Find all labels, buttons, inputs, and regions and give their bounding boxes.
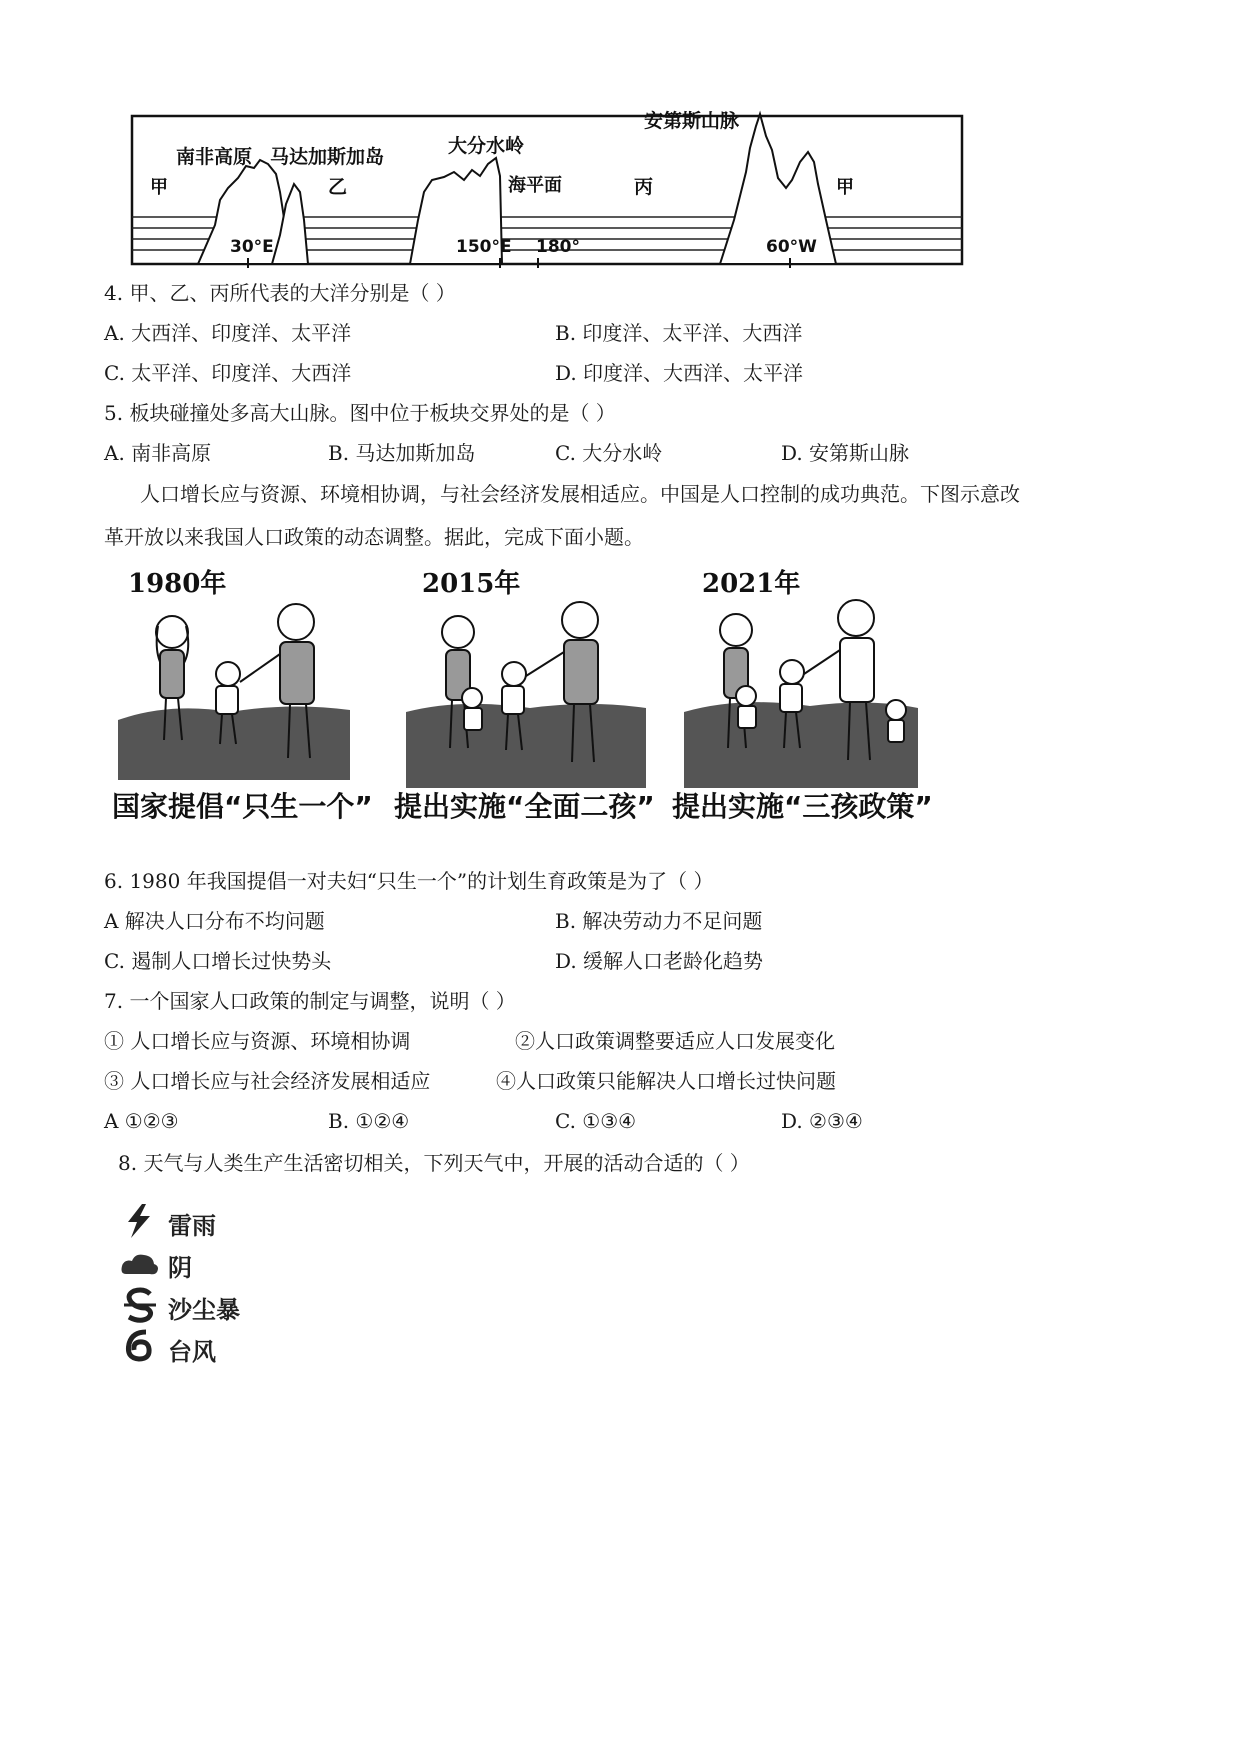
panel-year-2015: 2015年 bbox=[422, 569, 521, 599]
panel-year-1980: 1980年 bbox=[128, 569, 227, 599]
q6-option-c: C. 遏制人口增长过快势头 bbox=[104, 949, 332, 973]
weather-legend bbox=[120, 1200, 320, 1368]
q4-option-d: D. 印度洋、大西洋、太平洋 bbox=[555, 361, 804, 385]
label-ocean-jia-left: 甲 bbox=[150, 177, 168, 198]
q7-option-a: A ①②③ bbox=[104, 1109, 179, 1133]
intro-line-1: 人口增长应与资源、环境相协调，与社会经济发展相适应。中国是人口控制的成功典范。下图示意改 bbox=[140, 482, 1020, 506]
thunderstorm-icon bbox=[122, 1202, 156, 1240]
intro-line-2: 革开放以来我国人口政策的动态调整。据此，完成下面小题。 bbox=[104, 525, 644, 549]
tick-label-60w: 60°W bbox=[766, 237, 817, 257]
q7-option-d: D. ②③④ bbox=[781, 1109, 863, 1133]
legend-item-sandstorm bbox=[120, 1284, 320, 1326]
ground-2021 bbox=[684, 702, 918, 788]
q4-option-b: B. 印度洋、太平洋、大西洋 bbox=[555, 321, 803, 345]
tick-label-30e: 30°E bbox=[230, 237, 274, 257]
q6-option-b: B. 解决劳动力不足问题 bbox=[555, 909, 763, 933]
q7-option-c: C. ①③④ bbox=[555, 1109, 637, 1133]
legend-label-typhoon: 台风 bbox=[168, 1338, 216, 1366]
panel-caption-1980: 国家提倡“只生一个” bbox=[112, 790, 373, 823]
q4-stem: 4. 甲、乙、丙所代表的大洋分别是（ ） bbox=[104, 281, 456, 305]
legend-label-sandstorm: 沙尘暴 bbox=[168, 1296, 240, 1324]
typhoon-icon bbox=[122, 1328, 156, 1366]
q7-statement-4: ④人口政策只能解决人口增长过快问题 bbox=[496, 1069, 836, 1093]
label-sea-level: 海平面 bbox=[508, 175, 562, 196]
q6-stem: 6. 1980 年我国提倡一对夫妇“只生一个”的计划生育政策是为了（ ） bbox=[104, 869, 714, 893]
q7-statement-3: ③ 人口增长应与社会经济发展相适应 bbox=[104, 1069, 431, 1093]
q7-statement-2: ②人口政策调整要适应人口发展变化 bbox=[515, 1029, 835, 1053]
panel-caption-2015: 提出实施“全面二孩” bbox=[394, 790, 655, 823]
q5-option-c: C. 大分水岭 bbox=[555, 441, 663, 465]
label-ocean-jia-right: 甲 bbox=[836, 177, 854, 198]
ocean-profile-figure bbox=[120, 100, 980, 290]
q7-stem: 7. 一个国家人口政策的制定与调整，说明（ ） bbox=[104, 989, 516, 1013]
q5-stem: 5. 板块碰撞处多高大山脉。图中位于板块交界处的是（ ） bbox=[104, 401, 616, 425]
label-andes: 安第斯山脉 bbox=[644, 110, 740, 132]
q7-option-b: B. ①②④ bbox=[328, 1109, 410, 1133]
legend-item-thunderstorm bbox=[120, 1200, 320, 1242]
panel-caption-2021: 提出实施“三孩政策” bbox=[672, 790, 933, 823]
legend-item-overcast bbox=[120, 1242, 320, 1284]
ground-2015 bbox=[406, 704, 646, 788]
q5-option-b: B. 马达加斯加岛 bbox=[328, 441, 476, 465]
label-ocean-yi: 乙 bbox=[328, 176, 348, 198]
legend-label-thunderstorm: 雷雨 bbox=[168, 1212, 216, 1240]
sandstorm-icon bbox=[122, 1286, 158, 1324]
policy-panel-2015 bbox=[394, 568, 655, 823]
q4-option-c: C. 太平洋、印度洋、大西洋 bbox=[104, 361, 352, 385]
ground-1980 bbox=[118, 706, 350, 780]
q6-option-d: D. 缓解人口老龄化趋势 bbox=[555, 949, 764, 973]
q5-option-a: A. 南非高原 bbox=[104, 441, 212, 465]
population-policy-figure bbox=[110, 562, 950, 834]
label-ocean-bing: 丙 bbox=[634, 176, 654, 198]
q5-option-d: D. 安第斯山脉 bbox=[781, 441, 910, 465]
label-great-dividing-range: 大分水岭 bbox=[448, 135, 525, 157]
overcast-icon bbox=[120, 1250, 160, 1280]
label-south-africa-plateau: 南非高原 bbox=[176, 146, 253, 168]
label-madagascar: 马达加斯加岛 bbox=[270, 146, 385, 168]
panel-year-2021: 2021年 bbox=[702, 569, 801, 599]
tick-label-150e: 150°E bbox=[456, 237, 512, 257]
q6-option-a: A 解决人口分布不均问题 bbox=[104, 909, 325, 933]
q8-stem: 8. 天气与人类生产生活密切相关，下列天气中，开展的活动合适的（ ） bbox=[118, 1151, 750, 1175]
tick-label-180: 180° bbox=[536, 237, 580, 257]
legend-label-overcast: 阴 bbox=[168, 1254, 192, 1282]
q7-statement-1: ① 人口增长应与资源、环境相协调 bbox=[104, 1029, 411, 1053]
policy-panel-1980 bbox=[112, 568, 373, 823]
q4-option-a: A. 大西洋、印度洋、太平洋 bbox=[104, 321, 352, 345]
policy-panel-2021 bbox=[672, 568, 933, 823]
legend-item-typhoon bbox=[120, 1326, 320, 1368]
